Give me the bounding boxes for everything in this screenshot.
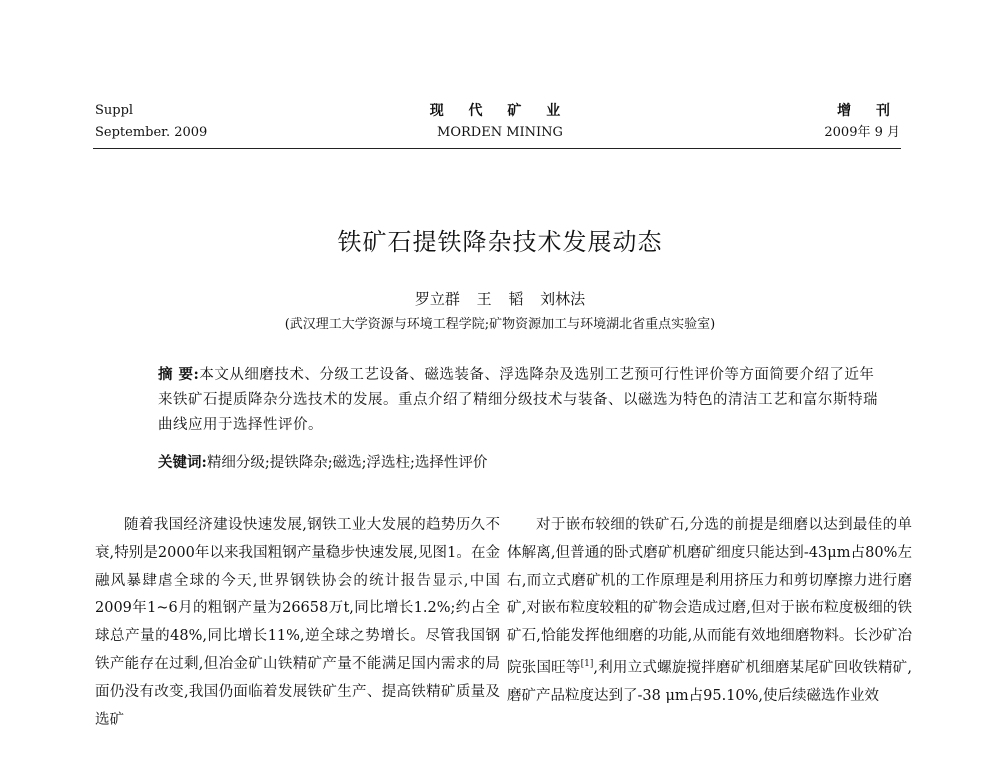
journal-name-cn: 现 代 矿 业 — [429, 103, 571, 119]
issue-date-en: September. 2009 — [95, 125, 208, 140]
body-column-right — [507, 512, 912, 710]
body-text-part1: 对于嵌布较细的铁矿石,分选的前提是细磨以达到最佳的单体解离,但普通的卧式磨矿机磨矿细度只能达到-43μm占80%左右,而立式磨矿机的工作原理是利用挤压力和剪切摩擦力进行磨矿,对嵌布粒度较粗的矿物会造成过磨,但对于嵌布粒度极细的铁矿石,恰能发挥他细磨的功能,从而能有效地细磨物料。长沙矿冶院张国旺等 — [507, 517, 912, 676]
keywords-label: 关键词: — [158, 454, 207, 471]
article-affiliation: (武汉理工大学资源与环境工程学院;矿物资源加工与环境湖北省重点实验室) — [284, 317, 716, 332]
abstract-label: 摘 要: — [158, 366, 200, 383]
supplement-label-cn: 增 刊 — [837, 103, 900, 119]
keywords-text: 精细分级;提铁降杂;磁选;浮选柱;选择性评价 — [206, 455, 488, 471]
keywords — [158, 450, 878, 476]
journal-header-center — [380, 100, 620, 144]
body-paragraph — [507, 512, 912, 710]
journal-header-left — [95, 100, 207, 144]
supplement-label: Suppl — [95, 103, 134, 118]
journal-header-right — [824, 100, 900, 144]
body-paragraph: 随着我国经济建设快速发展,钢铁工业大发展的趋势历久不衰,特别是2000年以来我国粗钢产量稳步快速发展,见图1。在金融风暴肆虐全球的今天,世界钢铁协会的统计报告显示,中国2009年1~6月的粗钢产量为26658万t,同比增长1.2%;约占全球总产量的48%,同比增长11%,逆全球之势增长。尽管我国钢铁产能存在过剩,但冶金矿山铁精矿产量不能满足国内需求的局面仍没有改变,我国仍面临着发展铁矿生产、提高铁精矿质量及选矿 — [95, 517, 500, 728]
issue-date-cn: 2009年 9 月 — [824, 125, 900, 140]
article-authors: 罗立群 王 韬 刘林法 — [414, 290, 586, 308]
abstract — [158, 362, 878, 438]
abstract-text: 本文从细磨技术、分级工艺设备、磁选装备、浮选降杂及选别工艺预可行性评价等方面简要介绍了近年来铁矿石提质降杂分选技术的发展。重点介绍了精细分级技术与装备、以磁选为特色的清洁工艺和富尔斯特瑞曲线应用于选择性评价。 — [158, 367, 878, 433]
citation-ref: [1] — [580, 658, 594, 669]
body-column-left — [95, 512, 500, 734]
journal-name-en: MORDEN MINING — [437, 125, 563, 140]
article-title: 铁矿石提铁降杂技术发展动态 — [337, 228, 663, 256]
header-rule — [93, 148, 901, 149]
body-text-part2: ,利用立式螺旋搅拌磨矿机细磨某尾矿回收铁精矿,磨矿产品粒度达到了-38 μm占95.10%,使后续磁选作业效 — [507, 659, 913, 704]
